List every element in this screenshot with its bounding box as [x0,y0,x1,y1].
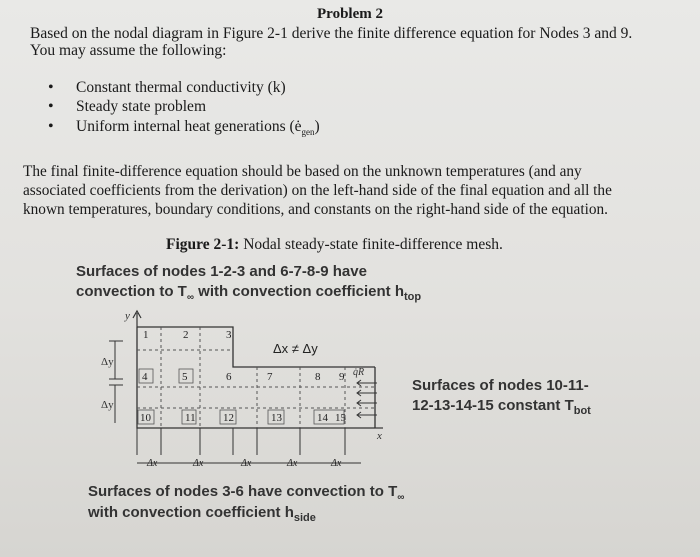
mesh-step-boundary [137,327,375,367]
x-axis-label: x [377,430,382,442]
node-label: 1 [143,329,149,341]
node-label: 8 [315,371,321,383]
right-bottom-note-line2: 12-13-14-15 constant $T_{bot}$ [412,397,591,417]
heat-flux-label: q̇R [353,367,365,378]
node-label: 12 [223,412,234,424]
instruction-line: associated coefficients from the derivation) on the left-hand side of the final equation and all the [23,182,612,199]
right-bottom-note-line1: Surfaces of nodes 10-11- [412,377,589,394]
node-label: 11 [185,412,196,424]
assumption-item: Constant thermal conductivity (k) [76,79,286,96]
node-label: 13 [271,412,282,424]
instruction-line: The final finite-difference equation should be based on the unknown temperatures (and any [23,163,582,180]
figure-caption: Figure 2-1: Nodal steady-state finite-difference mesh. [166,236,503,253]
bullet-icon: • [48,79,54,96]
assumption-item: Steady state problem [76,98,206,115]
node-markers [138,369,344,424]
instruction-line: known temperatures, boundary conditions, and constants on the right-hand side of the equation. [23,201,608,218]
node-label: 9 [339,371,345,383]
dy-label: Δy [101,356,114,368]
gen-subscript: gen [301,127,315,138]
node-label: 15 [335,412,346,424]
dy-label: Δy [101,399,114,411]
intro-text-line1: Based on the nodal diagram in Figure 2-1 derive the finite difference equation for Nodes 3 and 9. [30,25,633,42]
problem-title: Problem 2 [317,6,383,22]
intro-text-line2: You may assume the following: [30,42,227,59]
node-label: 4 [142,371,148,383]
top-convection-note-line1: Surfaces of nodes 1-2-3 and 6-7-8-9 have [76,263,367,280]
bottom-ticks [137,428,345,455]
node-label: 2 [183,329,189,341]
node-label: 7 [267,371,273,383]
assumption-item: Uniform internal heat generations $(ė_{gen})$ [76,118,320,138]
heat-flux-arrows [357,380,377,418]
top-convection-note-line2: convection to $T_\infty$ with convection coefficient $h_{top}$ [76,283,422,303]
dx-not-equal-dy: Δx ≠ Δy [273,341,318,356]
node-label: 3 [226,329,232,341]
y-axis-label: y [125,310,130,322]
dx-label: Δx [147,458,158,469]
dx-label: Δx [241,458,252,469]
node-label: 14 [317,412,328,424]
side-convection-note-line1: Surfaces of nodes 3-6 have convection to $T_\infty$ [88,483,405,503]
dx-label: Δx [287,458,298,469]
dx-label: Δx [193,458,204,469]
node-label: 5 [182,371,188,383]
bullet-icon: • [48,118,54,135]
nodal-mesh-diagram [95,305,395,475]
node-label: 10 [140,412,151,424]
node-label: 6 [226,371,232,383]
dx-label: Δx [331,458,342,469]
bullet-icon: • [48,98,54,115]
side-convection-note-line2: with convection coefficient $h_{side}$ [88,504,316,524]
